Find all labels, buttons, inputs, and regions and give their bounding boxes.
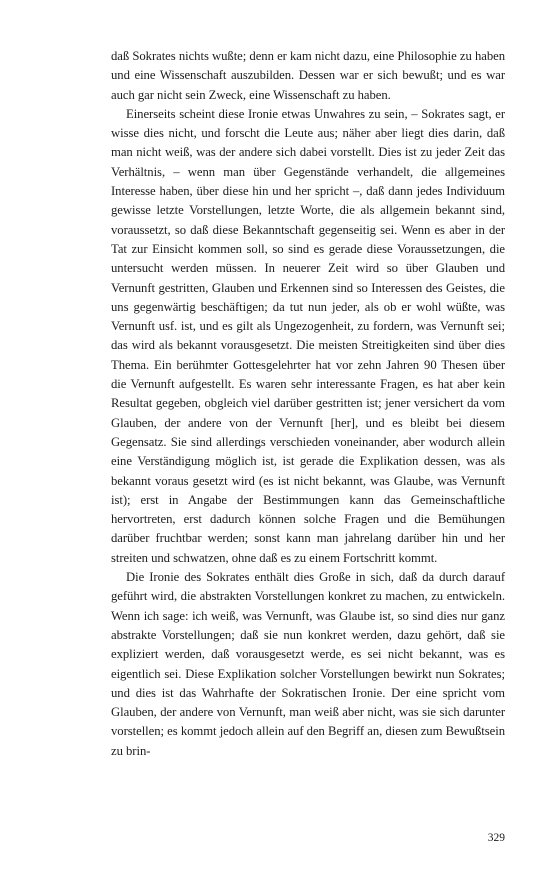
page-number: 329	[487, 832, 505, 844]
paragraph-2: Einerseits scheint diese Ironie etwas Unwahres zu sein, – Sokrates sagt, er wisse dies nicht, und forscht die Leute aus; näher aber liegt dies darin, daß man nicht weiß, was der andere sich dabei vorstellt. Dies ist zu jeder Zeit das Verhältnis, – wenn man über Gegenstände verhandelt, die allgemeines Interesse haben, über diese hin und her spricht –, daß dann jedes Individuum gewisse letzte Vorstellungen, letzte Worte, die als allgemein bekannt sind, voraussetzt, so daß diese Bekanntschaft gegenseitig sei. Wenn es aber in der Tat zur Einsicht kommen soll, so sind es gerade diese Voraussetzungen, die untersucht werden müssen. In neuerer Zeit wird so über Glauben und Vernunft gestritten, Glauben und Erkennen sind so Interessen des Geistes, die uns gegenwärtig beschäftigen; da tut nun jeder, als ob er wohl wüßte, was Vernunft usf. ist, und es gilt als Ungezogenheit, zu fordern, was Vernunft sei; das wird als bekannt vorausgesetzt. Die meisten Streitigkeiten sind über dies Thema. Ein berühmter Gottesgelehrter hat vor zehn Jahren 90 Thesen über die Vernunft aufgestellt. Es waren sehr interessante Fragen, es hat aber kein Resultat gegeben, obgleich viel darüber gestritten ist; jener versichert da vom Glauben, der andere von der Vernunft [her], und es bleibt bei diesem Gegensatz. Sie sind allerdings verschieden voneinander, aber wodurch allein eine Verständigung möglich ist, ist gerade die Explikation dessen, was als bekannt voraus gesetzt wird (es ist nicht bekannt, was Glaube, was Vernunft ist); erst in Angabe der Bestimmungen kann das Gemeinschaftliche hervortreten, erst dadurch können solche Fragen und die Bemühungen darüber fruchtbar werden; sonst kann man jahrelang darüber hin und her streiten und schwatzen, ohne daß es zu einem Fortschritt kommt.	[111, 106, 505, 565]
paragraph-1: daß Sokrates nichts wußte; denn er kam nicht dazu, eine Philosophie zu haben und eine Wissenschaft auszubilden. Dessen war er sich bewußt; und es war auch gar nicht sein Zweck, eine Wissenschaft zu haben.	[111, 49, 505, 102]
paragraph-3: Die Ironie des Sokrates enthält dies Große in sich, daß da durch darauf geführt wird, die abstrakten Vorstellungen konkret zu machen, zu entwickeln. Wenn ich sage: ich weiß, was Vernunft, was Glaube ist, so sind dies nur ganz abstrakte Vorstellungen; daß sie nun konkret werden, dazu gehört, daß sie expliziert werden, daß vorausgesetzt werde, es sei nicht bekannt, was es eigentlich sei. Diese Explikation solcher Vorstellungen bewirkt nun Sokrates; und dies ist das Wahrhafte der Sokratischen Ironie. Der eine spricht vom Glauben, der andere von Vernunft, man weiß aber nicht, was sie sich darunter vorstellen; es kommt jedoch allein auf den Begriff an, diesen zum Bewußtsein zu brin-	[111, 570, 505, 758]
body-text	[111, 47, 505, 761]
